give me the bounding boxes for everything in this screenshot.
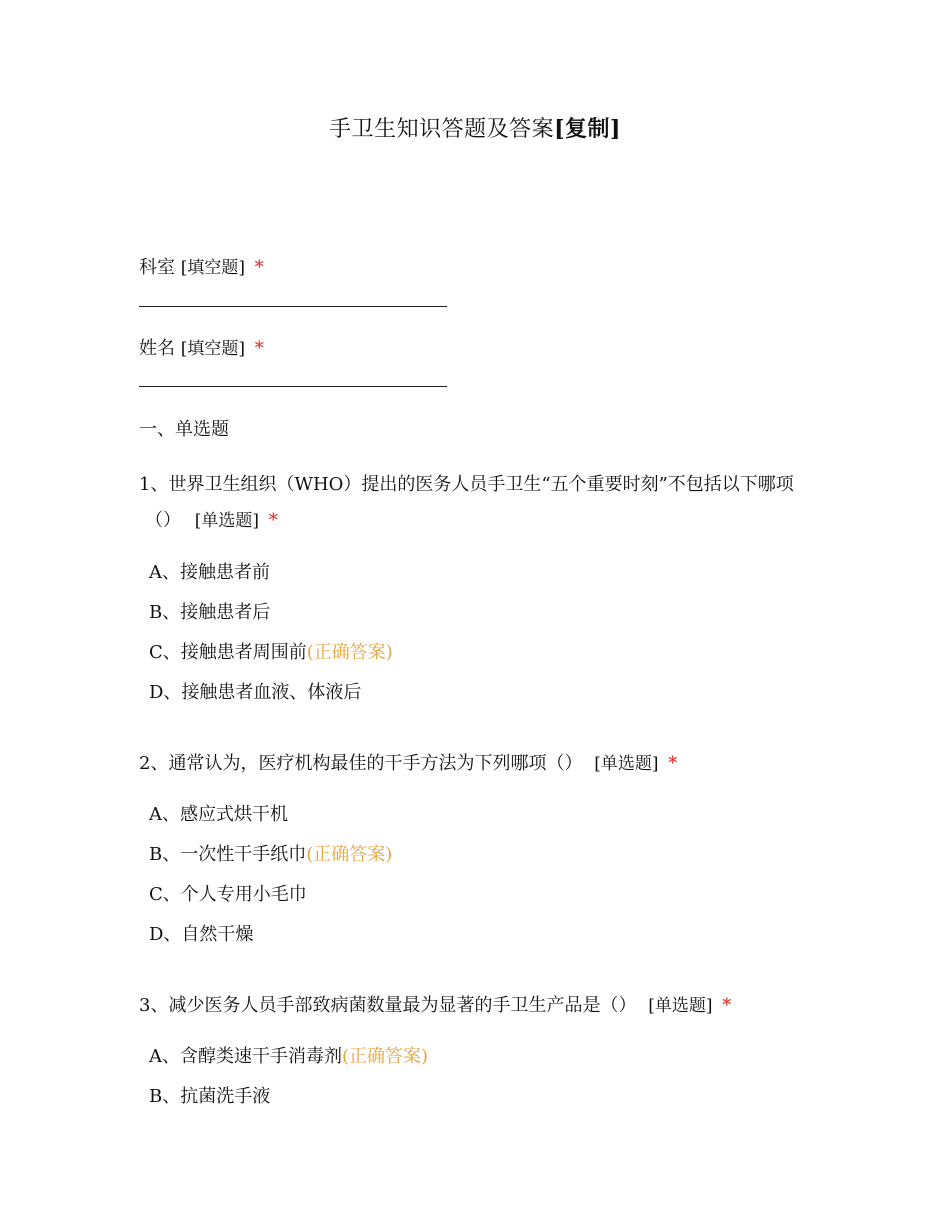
question-number: 2、 [139, 753, 169, 774]
page-title-suffix: [复制] [554, 116, 621, 142]
question-number: 3、 [139, 995, 169, 1016]
required-mark: * [268, 510, 278, 531]
field-label-text: 姓名 [139, 338, 175, 359]
question-1-option-b[interactable] [149, 598, 270, 624]
question-2-option-b[interactable] [149, 840, 392, 866]
option-text: A、含醇类速干手消毒剂 [149, 1046, 342, 1067]
question-3 [139, 988, 829, 1024]
question-type-tag: [填空题] [180, 258, 245, 278]
question-text: 减少医务人员手部致病菌数量最为显著的手卫生产品是（） [168, 995, 637, 1016]
option-text: B、抗菌洗手液 [149, 1086, 271, 1107]
question-2-option-c[interactable] [149, 880, 307, 906]
question-3-line1 [139, 988, 829, 1024]
question-type-tag: [单选题] [594, 754, 659, 774]
required-mark: * [254, 338, 264, 359]
question-type-tag: [填空题] [180, 339, 245, 359]
question-1 [139, 467, 829, 539]
page-title [0, 112, 950, 143]
question-3-option-a[interactable] [149, 1042, 428, 1068]
question-2-option-a[interactable] [149, 800, 288, 826]
option-text: C、个人专用小毛巾 [149, 884, 307, 905]
required-mark: * [722, 995, 732, 1016]
question-text: 通常认为，医疗机构最佳的干手方法为下列哪项（） [168, 753, 583, 774]
option-text: B、一次性干手纸巾 [149, 844, 307, 865]
field-label-department [139, 253, 264, 279]
question-1-option-a[interactable] [149, 558, 270, 584]
question-text: 世界卫生组织（WHO）提出的医务人员手卫生“五个重要时刻”不包括以下哪项 [168, 474, 794, 495]
question-1-option-d[interactable] [149, 678, 361, 704]
question-2 [139, 746, 829, 782]
question-2-line1 [139, 746, 829, 782]
question-number: 1、 [139, 474, 169, 495]
option-text: B、接触患者后 [149, 602, 271, 623]
question-1-line1 [139, 467, 829, 503]
question-type-tag: [单选题] [648, 996, 713, 1016]
question-type-tag: [单选题] [194, 511, 259, 531]
option-text: A、感应式烘干机 [149, 804, 288, 825]
department-input-line[interactable] [139, 306, 447, 307]
correct-answer-tag: (正确答案) [342, 1046, 429, 1067]
option-text: D、自然干燥 [149, 924, 254, 945]
option-text: D、接触患者血液、体液后 [149, 682, 362, 703]
question-1-option-c[interactable] [149, 638, 393, 664]
option-text: C、接触患者周围前 [149, 642, 307, 663]
page-title-text: 手卫生知识答题及答案 [329, 117, 555, 142]
field-label-name [139, 334, 264, 360]
required-mark: * [254, 257, 264, 278]
correct-answer-tag: (正确答案) [306, 844, 393, 865]
question-text-cont: （） [145, 510, 181, 531]
required-mark: * [668, 753, 678, 774]
field-label-text: 科室 [139, 257, 175, 278]
name-input-line[interactable] [139, 386, 447, 387]
question-3-option-b[interactable] [149, 1082, 270, 1108]
question-1-line2 [139, 503, 829, 539]
question-2-option-d[interactable] [149, 920, 253, 946]
section-title: 一、单选题 [139, 419, 229, 440]
option-text: A、接触患者前 [149, 562, 270, 583]
correct-answer-tag: (正确答案) [306, 642, 393, 663]
